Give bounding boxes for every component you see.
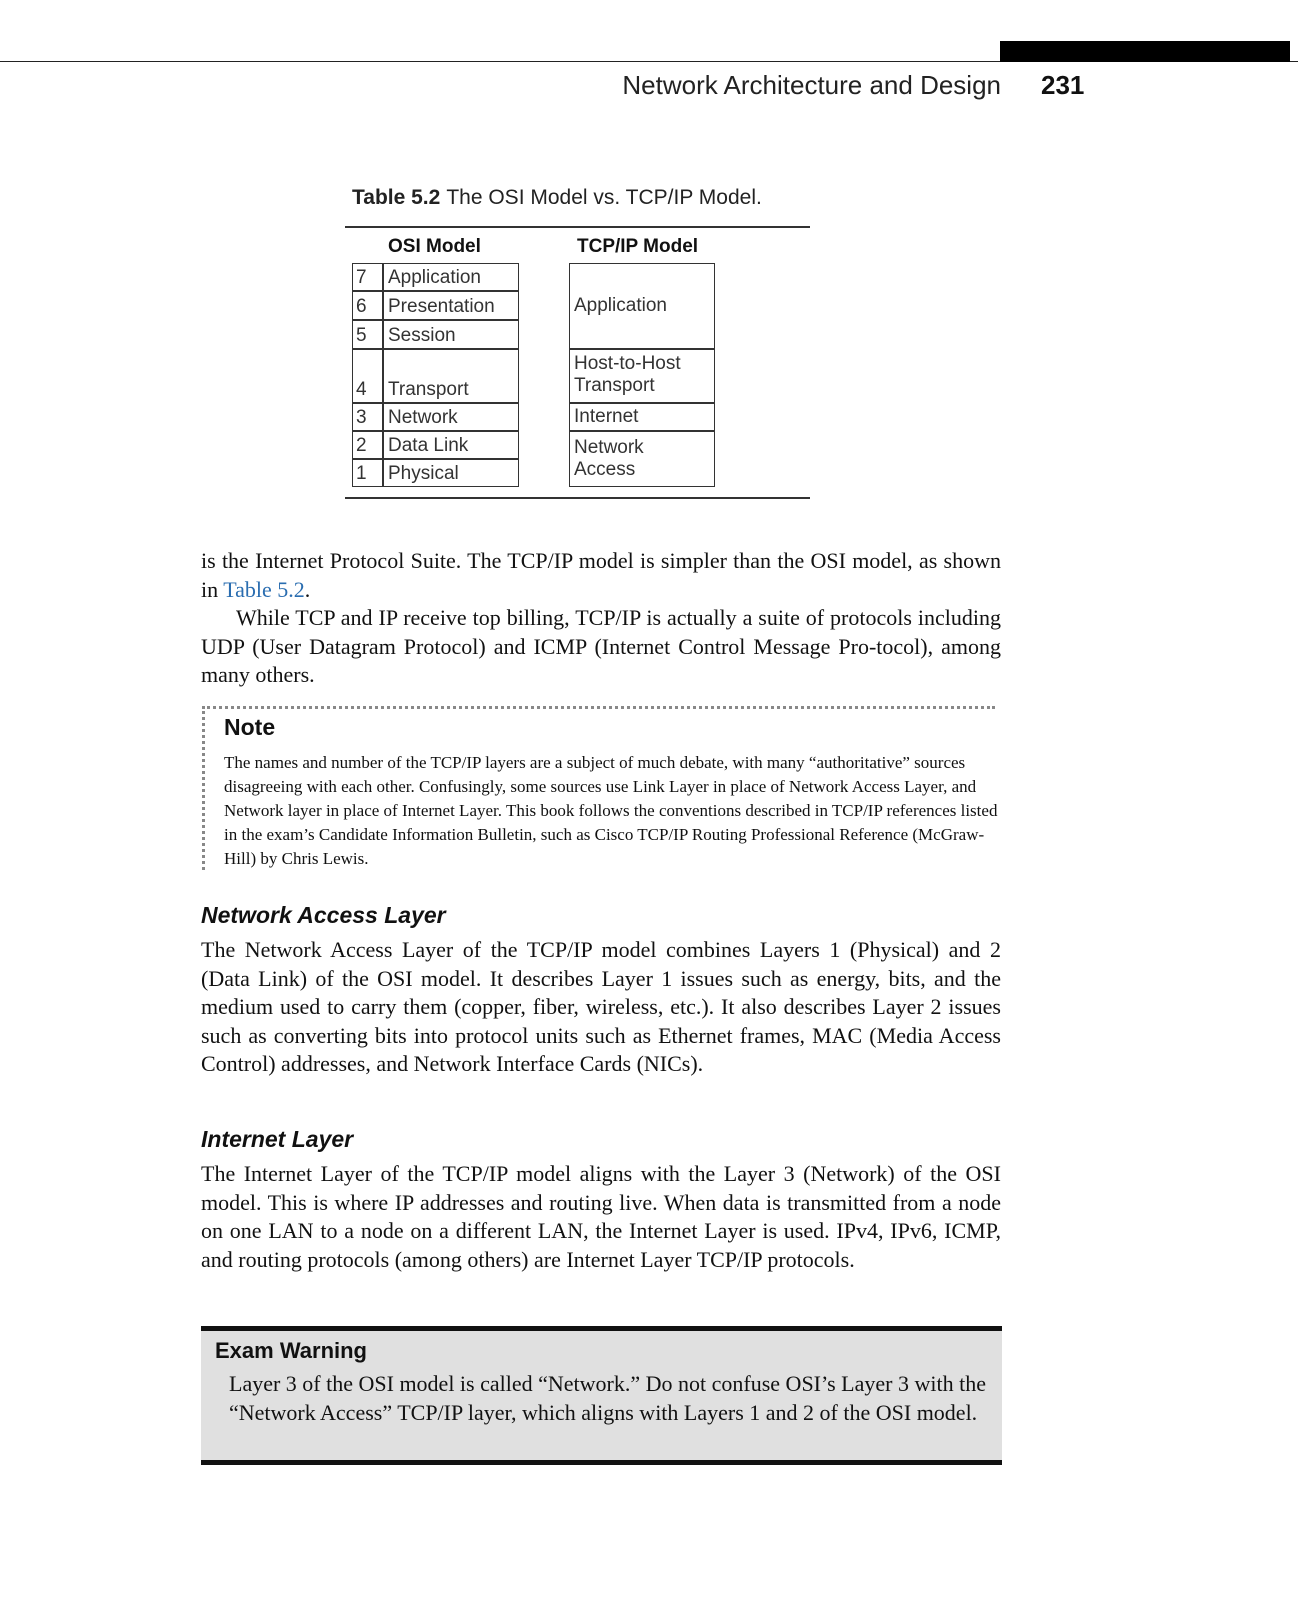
tcpip-layer-name-line2: Transport	[574, 375, 655, 396]
note-heading: Note	[224, 714, 276, 740]
intro-text-end: .	[304, 576, 311, 602]
header-bar	[1000, 41, 1290, 62]
tcpip-layer-cell	[569, 349, 715, 403]
table-top-rule	[345, 226, 810, 228]
table-caption	[352, 186, 762, 210]
osi-layer-number: 4	[352, 349, 383, 403]
osi-layer-number: 7	[352, 263, 383, 291]
table-bottom-rule	[345, 497, 810, 499]
osi-layer-name: Session	[383, 320, 519, 349]
intro-paragraph	[201, 547, 1001, 604]
osi-layer-name: Physical	[383, 459, 519, 487]
tcpip-layer-cell	[569, 263, 715, 349]
tcpip-layer-name: Network	[574, 436, 644, 458]
note-top-border	[202, 706, 995, 709]
tcpip-layer-name: Host-to-Host	[574, 353, 681, 374]
table-title: The OSI Model vs. TCP/IP Model.	[446, 186, 762, 209]
exam-warning-text: Layer 3 of the OSI model is called “Network.” Do not confuse OSI’s Layer 3 with the “Network Access” TCP/IP layer, which aligns with Layers 1 and 2 of the OSI model.	[229, 1371, 986, 1425]
network-access-heading: Network Access Layer	[201, 902, 446, 928]
tcpip-layer-name: Application	[574, 294, 667, 316]
osi-layer-number: 2	[352, 431, 383, 459]
osi-layer-name: Application	[383, 263, 519, 291]
tcpip-layer-cell	[569, 431, 715, 487]
page-number: 231	[1041, 70, 1085, 100]
network-access-paragraph: The Network Access Layer of the TCP/IP model combines Layers 1 (Physical) and 2 (Data Link) of the OSI model. It describes Layer 1 issues such as energy, bits, and the medium used to carry them (copper, fiber, wireless, etc.). It also describes Layer 2 issues such as converting bits into protocol units such as Ethernet frames, MAC (Media Access Control) addresses, and Network Interface Cards (NICs).	[201, 937, 1001, 1076]
tcpip-layer-name: Internet	[574, 405, 639, 427]
note-left-border	[202, 706, 205, 870]
osi-layer-name: Network	[383, 403, 519, 431]
tcpip-layer-cell	[569, 403, 715, 431]
osi-layer-name: Transport	[383, 349, 519, 403]
osi-column-header: OSI Model	[388, 236, 481, 257]
tcpip-layer-name-line2: Access	[574, 458, 636, 480]
internet-layer-heading: Internet Layer	[201, 1126, 354, 1152]
tcpip-column-header: TCP/IP Model	[577, 236, 699, 257]
internet-layer-paragraph: The Internet Layer of the TCP/IP model aligns with the Layer 3 (Network) of the OSI model. This is where IP addresses and routing live. When data is transmitted from a node on one LAN to a node on a different LAN, the Internet Layer is used. IPv4, IPv6, ICMP, and routing protocols (among others) are Internet Layer TCP/IP protocols.	[201, 1161, 1001, 1272]
table-label: Table 5.2	[352, 186, 441, 209]
note-text: The names and number of the TCP/IP layers are a subject of much debate, with many “authoritative” sources disagreeing with each other. Confusingly, some sources use Link Layer in place of Network Access Layer, and Network layer in place of Internet Layer. This book follows the conventions described in TCP/IP references listed in the exam’s Candidate Information Bulletin, such as Cisco TCP/IP Routing Professional Reference (McGraw-Hill) by Chris Lewis.	[224, 753, 998, 868]
osi-layer-name: Data Link	[383, 431, 519, 459]
protocol-suite-paragraph: While TCP and IP receive top billing, TCP/IP is actually a suite of protocols including UDP (User Datagram Protocol) and ICMP (Internet Control Message Pro-tocol), among many others.	[201, 605, 1001, 687]
osi-layer-number: 6	[352, 291, 383, 320]
osi-layer-name: Presentation	[383, 291, 519, 320]
running-head: Network Architecture and Design	[622, 70, 1001, 100]
exam-warning-heading: Exam Warning	[215, 1338, 367, 1363]
osi-layer-number: 3	[352, 403, 383, 431]
osi-layer-number: 1	[352, 459, 383, 487]
osi-layer-number: 5	[352, 320, 383, 349]
table-reference-link[interactable]: Table 5.2	[223, 576, 305, 602]
intro-text: is the Internet Protocol Suite. The TCP/IP model is simpler than the OSI model, as shown in	[201, 548, 1001, 602]
